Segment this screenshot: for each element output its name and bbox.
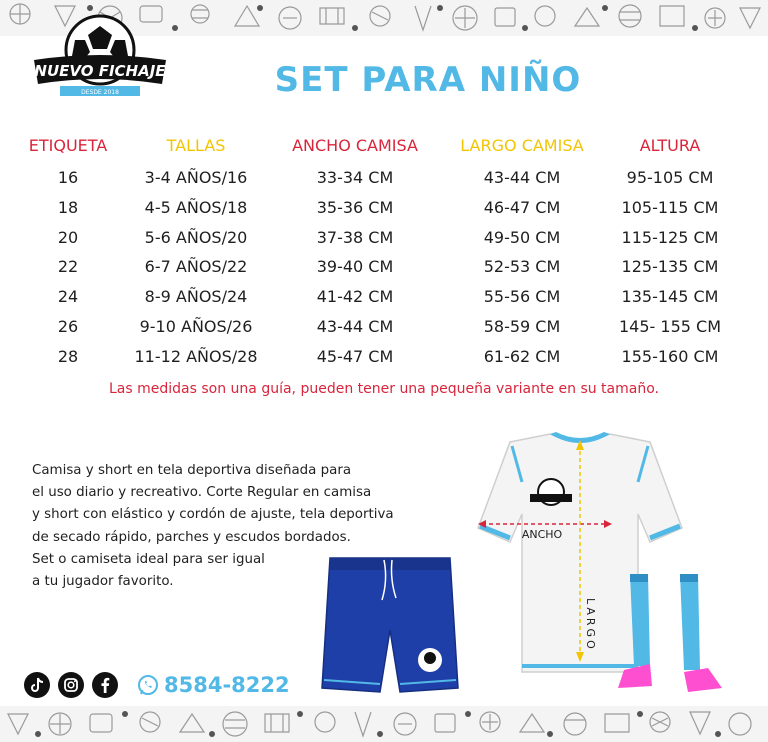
whatsapp-icon — [136, 673, 160, 697]
cell-etiqueta: 20 — [57, 227, 79, 247]
cell-largo: 61-62 CM — [483, 346, 561, 366]
cell-largo: 49-50 CM — [483, 227, 561, 247]
cell-ancho: 41-42 CM — [316, 287, 394, 307]
header-etiqueta: ETIQUETA — [28, 136, 108, 155]
cell-etiqueta: 18 — [57, 197, 79, 217]
decorative-band-bottom — [0, 706, 768, 742]
header-altura: ALTURA — [639, 136, 701, 155]
table-row — [0, 287, 768, 313]
cell-talla: 4-5 AÑOS/18 — [144, 197, 248, 217]
cell-altura: 145- 155 CM — [619, 317, 721, 336]
cell-etiqueta: 24 — [57, 287, 79, 307]
page-title: SET PARA NIÑO — [274, 60, 582, 100]
cell-altura: 95-105 CM — [626, 168, 714, 187]
header-largo-camisa: LARGO CAMISA — [460, 136, 584, 155]
cell-etiqueta: 22 — [57, 257, 79, 277]
cell-altura: 125-135 CM — [621, 257, 719, 277]
facebook-icon[interactable] — [92, 672, 118, 698]
cell-altura: 155-160 CM — [621, 346, 719, 366]
largo-label: LARGO — [584, 598, 597, 652]
header-tallas: TALLAS — [166, 136, 226, 155]
table-row — [0, 168, 768, 194]
tiktok-icon[interactable] — [24, 672, 50, 698]
cell-ancho: 33-34 CM — [316, 168, 394, 187]
description-line: de secado rápido, parches y escudos bordados. — [32, 529, 351, 545]
shorts-illustration — [322, 558, 458, 692]
ancho-label: ANCHO — [521, 528, 563, 541]
cell-largo: 46-47 CM — [483, 197, 561, 217]
social-bar — [24, 672, 290, 698]
brand-name: NUEVO FICHAJE — [34, 62, 166, 80]
cell-largo: 43-44 CM — [483, 168, 561, 187]
cell-talla: 5-6 AÑOS/20 — [144, 227, 248, 247]
brand-tagline: DESDE 2018 — [81, 89, 119, 96]
header-ancho-camisa: ANCHO CAMISA — [292, 136, 418, 155]
table-row — [0, 317, 768, 343]
whatsapp-contact[interactable] — [136, 673, 290, 697]
description-line: Camisa y short en tela deportiva diseñada para — [32, 463, 352, 478]
table-row — [0, 198, 768, 224]
phone-number: 8584-8222 — [164, 673, 290, 697]
cell-etiqueta: 16 — [57, 168, 79, 187]
cell-talla: 9-10 AÑOS/26 — [139, 317, 253, 336]
description-line: Set o camiseta ideal para ser igual — [32, 551, 265, 567]
cell-etiqueta: 28 — [57, 346, 79, 366]
cell-largo: 55-56 CM — [483, 287, 561, 307]
table-row — [0, 228, 768, 254]
cell-talla: 8-9 AÑOS/24 — [144, 287, 248, 307]
description-line: y short con elástico y cordón de ajuste, tela deportiva — [32, 507, 394, 523]
cell-ancho: 37-38 CM — [316, 227, 394, 247]
description-line: el uso diario y recreativo. Corte Regular en camisa — [32, 485, 372, 501]
kit-illustration — [300, 430, 750, 705]
socks-illustration — [618, 574, 722, 692]
cell-ancho: 43-44 CM — [316, 317, 394, 336]
cell-largo: 58-59 CM — [483, 317, 561, 336]
cell-etiqueta: 26 — [57, 317, 79, 336]
cell-ancho: 45-47 CM — [316, 346, 394, 366]
cell-largo: 52-53 CM — [483, 257, 561, 277]
cell-ancho: 39-40 CM — [316, 257, 394, 277]
instagram-icon[interactable] — [58, 672, 84, 698]
table-header-row — [0, 136, 768, 160]
cell-altura: 115-125 CM — [621, 227, 719, 247]
table-row — [0, 347, 768, 373]
cell-talla: 11-12 AÑOS/28 — [134, 346, 258, 366]
cell-talla: 3-4 AÑOS/16 — [144, 168, 248, 187]
measurement-note: Las medidas son una guía, pueden tener una pequeña variante en su tamaño. — [109, 381, 659, 397]
shirt-illustration — [478, 432, 682, 672]
cell-altura: 105-115 CM — [621, 197, 719, 217]
table-row — [0, 257, 768, 283]
cell-talla: 6-7 AÑOS/22 — [144, 257, 248, 277]
cell-altura: 135-145 CM — [621, 287, 719, 307]
description-line: a tu jugador favorito. — [32, 574, 174, 590]
cell-ancho: 35-36 CM — [316, 197, 394, 217]
